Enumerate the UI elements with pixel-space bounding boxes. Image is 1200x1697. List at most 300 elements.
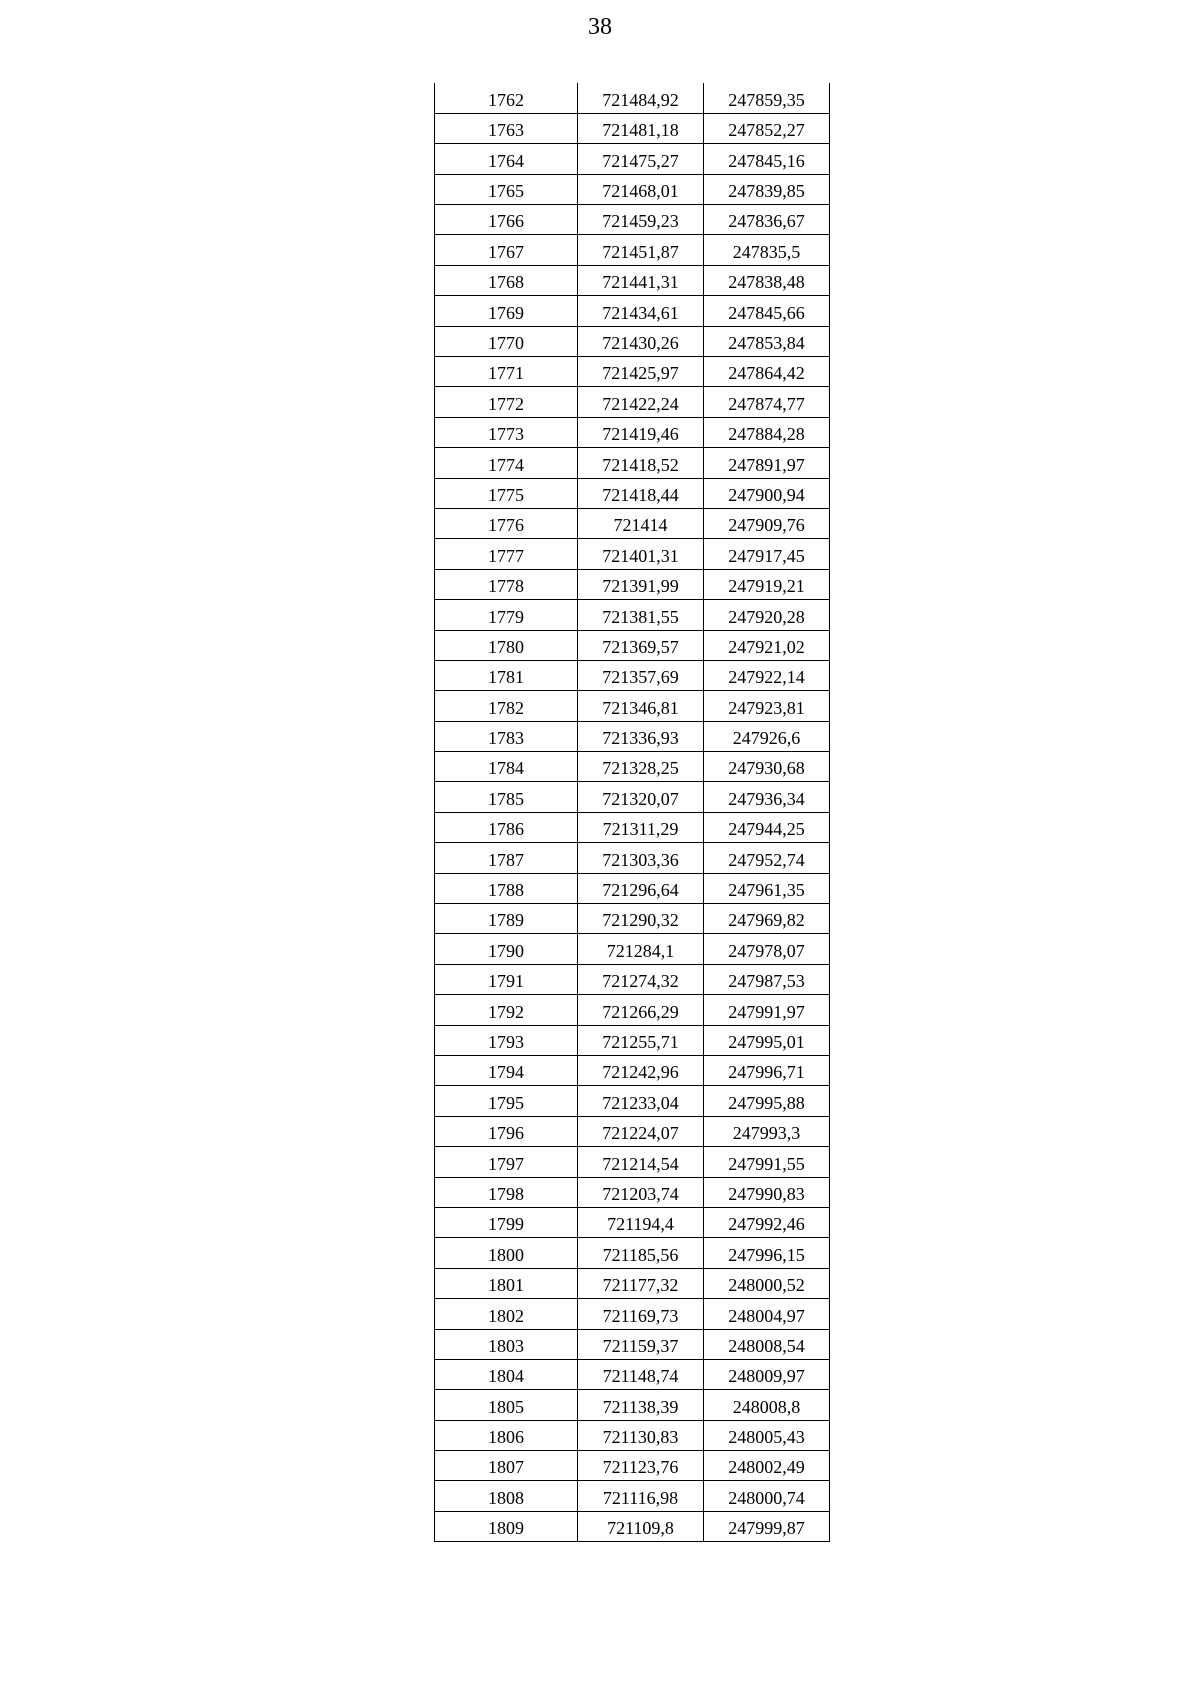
x-coordinate-cell bbox=[578, 1086, 704, 1116]
x-coordinate-cell bbox=[578, 83, 704, 113]
cell-text: 721233,04 bbox=[602, 1092, 679, 1113]
cell-text: 721116,98 bbox=[602, 1487, 679, 1508]
y-coordinate-cell bbox=[704, 1299, 830, 1329]
point-number-cell bbox=[435, 782, 578, 812]
point-number-cell bbox=[435, 326, 578, 356]
y-coordinate-cell bbox=[704, 113, 830, 143]
point-number-cell bbox=[435, 1207, 578, 1237]
cell-text: 247923,81 bbox=[728, 697, 805, 718]
y-coordinate-cell bbox=[704, 873, 830, 903]
y-coordinate-cell bbox=[704, 387, 830, 417]
cell-text: 247996,71 bbox=[728, 1062, 805, 1083]
table-row bbox=[435, 1481, 830, 1511]
table-row bbox=[435, 660, 830, 690]
cell-text: 1806 bbox=[488, 1427, 524, 1448]
cell-text: 721169,73 bbox=[602, 1305, 679, 1326]
cell-text: 1785 bbox=[488, 788, 524, 809]
table-row bbox=[435, 144, 830, 174]
point-number-cell bbox=[435, 357, 578, 387]
cell-text: 247961,35 bbox=[728, 880, 805, 901]
x-coordinate-cell bbox=[578, 1359, 704, 1389]
x-coordinate-cell bbox=[578, 1329, 704, 1359]
table-row bbox=[435, 812, 830, 842]
point-number-cell bbox=[435, 1299, 578, 1329]
y-coordinate-cell bbox=[704, 812, 830, 842]
table-row bbox=[435, 1147, 830, 1177]
y-coordinate-cell bbox=[704, 1238, 830, 1268]
x-coordinate-cell bbox=[578, 660, 704, 690]
y-coordinate-cell bbox=[704, 83, 830, 113]
cell-text: 1791 bbox=[488, 971, 524, 992]
cell-text: 721214,54 bbox=[602, 1153, 679, 1174]
point-number-cell bbox=[435, 904, 578, 934]
table-row bbox=[435, 934, 830, 964]
cell-text: 1778 bbox=[488, 576, 524, 597]
cell-text: 247991,55 bbox=[728, 1153, 805, 1174]
cell-text: 247969,82 bbox=[728, 910, 805, 931]
cell-text: 721419,46 bbox=[602, 424, 679, 445]
y-coordinate-cell bbox=[704, 904, 830, 934]
y-coordinate-cell bbox=[704, 1147, 830, 1177]
point-number-cell bbox=[435, 417, 578, 447]
point-number-cell bbox=[435, 660, 578, 690]
cell-text: 1805 bbox=[488, 1396, 524, 1417]
cell-text: 721224,07 bbox=[602, 1123, 679, 1144]
y-coordinate-cell bbox=[704, 296, 830, 326]
x-coordinate-cell bbox=[578, 691, 704, 721]
cell-text: 1765 bbox=[488, 181, 524, 202]
point-number-cell bbox=[435, 569, 578, 599]
cell-text: 721159,37 bbox=[602, 1335, 679, 1356]
x-coordinate-cell bbox=[578, 113, 704, 143]
cell-text: 721346,81 bbox=[602, 697, 679, 718]
x-coordinate-cell bbox=[578, 144, 704, 174]
table-row bbox=[435, 1390, 830, 1420]
cell-text: 721203,74 bbox=[602, 1183, 679, 1204]
table-row bbox=[435, 1511, 830, 1541]
x-coordinate-cell bbox=[578, 1420, 704, 1450]
cell-text: 1796 bbox=[488, 1123, 524, 1144]
y-coordinate-cell bbox=[704, 1268, 830, 1298]
cell-text: 248004,97 bbox=[728, 1305, 805, 1326]
cell-text: 721274,32 bbox=[602, 971, 679, 992]
cell-text: 248005,43 bbox=[728, 1427, 805, 1448]
cell-text: 721185,56 bbox=[602, 1244, 679, 1265]
page-number: 38 bbox=[588, 14, 612, 40]
cell-text: 248002,49 bbox=[728, 1457, 805, 1478]
point-number-cell bbox=[435, 1177, 578, 1207]
y-coordinate-cell bbox=[704, 1481, 830, 1511]
table-row bbox=[435, 752, 830, 782]
table-row bbox=[435, 1451, 830, 1481]
cell-text: 247995,01 bbox=[728, 1032, 805, 1052]
y-coordinate-cell bbox=[704, 174, 830, 204]
y-coordinate-cell bbox=[704, 600, 830, 630]
y-coordinate-cell bbox=[704, 508, 830, 538]
table-row bbox=[435, 326, 830, 356]
x-coordinate-cell bbox=[578, 1177, 704, 1207]
table-row bbox=[435, 1207, 830, 1237]
cell-text: 1770 bbox=[488, 333, 524, 354]
point-number-cell bbox=[435, 995, 578, 1025]
cell-text: 721468,01 bbox=[602, 181, 679, 202]
cell-text: 721242,96 bbox=[602, 1062, 679, 1083]
cell-text: 721109,8 bbox=[607, 1518, 674, 1539]
cell-text: 1800 bbox=[488, 1244, 524, 1265]
x-coordinate-cell bbox=[578, 964, 704, 994]
cell-text: 247978,07 bbox=[728, 940, 805, 961]
cell-text: 721138,39 bbox=[602, 1396, 679, 1417]
point-number-cell bbox=[435, 1511, 578, 1541]
x-coordinate-cell bbox=[578, 296, 704, 326]
point-number-cell bbox=[435, 113, 578, 143]
y-coordinate-cell bbox=[704, 1420, 830, 1450]
x-coordinate-cell bbox=[578, 600, 704, 630]
cell-text: 247891,97 bbox=[728, 454, 805, 475]
point-number-cell bbox=[435, 1390, 578, 1420]
y-coordinate-cell bbox=[704, 478, 830, 508]
y-coordinate-cell bbox=[704, 205, 830, 235]
y-coordinate-cell bbox=[704, 1207, 830, 1237]
x-coordinate-cell bbox=[578, 478, 704, 508]
point-number-cell bbox=[435, 934, 578, 964]
y-coordinate-cell bbox=[704, 964, 830, 994]
cell-text: 247919,21 bbox=[728, 576, 805, 597]
cell-text: 721425,97 bbox=[602, 363, 679, 384]
cell-text: 721148,74 bbox=[602, 1366, 679, 1387]
x-coordinate-cell bbox=[578, 1451, 704, 1481]
cell-text: 721422,24 bbox=[602, 393, 679, 414]
cell-text: 721414 bbox=[613, 515, 668, 536]
cell-text: 1790 bbox=[488, 940, 524, 961]
cell-text: 1781 bbox=[488, 667, 524, 688]
table-row bbox=[435, 387, 830, 417]
cell-text: 247987,53 bbox=[728, 971, 805, 992]
cell-text: 1786 bbox=[488, 819, 524, 840]
y-coordinate-cell bbox=[704, 691, 830, 721]
point-number-cell bbox=[435, 600, 578, 630]
cell-text: 247936,34 bbox=[728, 788, 805, 809]
cell-text: 721266,29 bbox=[602, 1001, 679, 1022]
x-coordinate-cell bbox=[578, 1147, 704, 1177]
table-row bbox=[435, 1116, 830, 1146]
cell-text: 247900,94 bbox=[728, 484, 805, 505]
cell-text: 1773 bbox=[488, 424, 524, 445]
cell-text: 1762 bbox=[488, 89, 524, 110]
y-coordinate-cell bbox=[704, 1177, 830, 1207]
cell-text: 721320,07 bbox=[602, 788, 679, 809]
table-row bbox=[435, 205, 830, 235]
table-row bbox=[435, 1238, 830, 1268]
x-coordinate-cell bbox=[578, 812, 704, 842]
table-row bbox=[435, 1329, 830, 1359]
y-coordinate-cell bbox=[704, 843, 830, 873]
point-number-cell bbox=[435, 235, 578, 265]
cell-text: 721194,4 bbox=[607, 1214, 674, 1235]
point-number-cell bbox=[435, 1451, 578, 1481]
cell-text: 248008,8 bbox=[732, 1396, 801, 1417]
x-coordinate-cell bbox=[578, 1207, 704, 1237]
cell-text: 1807 bbox=[488, 1457, 524, 1478]
point-number-cell bbox=[435, 630, 578, 660]
x-coordinate-cell bbox=[578, 752, 704, 782]
point-number-cell bbox=[435, 539, 578, 569]
y-coordinate-cell bbox=[704, 569, 830, 599]
y-coordinate-cell bbox=[704, 1511, 830, 1541]
table-row bbox=[435, 691, 830, 721]
table-row bbox=[435, 600, 830, 630]
x-coordinate-cell bbox=[578, 569, 704, 599]
point-number-cell bbox=[435, 873, 578, 903]
table-row bbox=[435, 843, 830, 873]
table-row bbox=[435, 1177, 830, 1207]
cell-text: 247920,28 bbox=[728, 606, 805, 627]
y-coordinate-cell bbox=[704, 934, 830, 964]
y-coordinate-cell bbox=[704, 1329, 830, 1359]
cell-text: 721369,57 bbox=[602, 636, 679, 657]
x-coordinate-cell bbox=[578, 448, 704, 478]
x-coordinate-cell bbox=[578, 1056, 704, 1086]
cell-text: 1782 bbox=[488, 697, 524, 718]
table-row bbox=[435, 1086, 830, 1116]
table-row bbox=[435, 904, 830, 934]
x-coordinate-cell bbox=[578, 1481, 704, 1511]
cell-text: 1775 bbox=[488, 484, 524, 505]
x-coordinate-cell bbox=[578, 326, 704, 356]
x-coordinate-cell bbox=[578, 539, 704, 569]
point-number-cell bbox=[435, 387, 578, 417]
y-coordinate-cell bbox=[704, 1451, 830, 1481]
table-row bbox=[435, 873, 830, 903]
cell-text: 247845,66 bbox=[728, 302, 805, 323]
x-coordinate-cell bbox=[578, 934, 704, 964]
cell-text: 247836,67 bbox=[728, 211, 805, 232]
point-number-cell bbox=[435, 964, 578, 994]
point-number-cell bbox=[435, 1481, 578, 1511]
cell-text: 721391,99 bbox=[602, 576, 679, 597]
y-coordinate-cell bbox=[704, 752, 830, 782]
cell-text: 1809 bbox=[488, 1518, 524, 1539]
cell-text: 721418,44 bbox=[602, 484, 679, 505]
cell-text: 1771 bbox=[488, 363, 524, 384]
table-row bbox=[435, 1299, 830, 1329]
y-coordinate-cell bbox=[704, 1056, 830, 1086]
cell-text: 247909,76 bbox=[728, 515, 805, 536]
table-row bbox=[435, 508, 830, 538]
point-number-cell bbox=[435, 843, 578, 873]
cell-text: 247996,15 bbox=[728, 1244, 805, 1265]
cell-text: 721311,29 bbox=[602, 819, 679, 840]
cell-text: 1772 bbox=[488, 393, 524, 414]
x-coordinate-cell bbox=[578, 721, 704, 751]
cell-text: 1779 bbox=[488, 606, 524, 627]
point-number-cell bbox=[435, 691, 578, 721]
x-coordinate-cell bbox=[578, 1390, 704, 1420]
table-row bbox=[435, 478, 830, 508]
y-coordinate-cell bbox=[704, 1086, 830, 1116]
table-row bbox=[435, 357, 830, 387]
cell-text: 248000,52 bbox=[728, 1275, 805, 1296]
cell-text: 1783 bbox=[488, 728, 524, 749]
cell-text: 1767 bbox=[488, 241, 524, 262]
cell-text: 1788 bbox=[488, 880, 524, 901]
point-number-cell bbox=[435, 265, 578, 295]
cell-text: 1769 bbox=[488, 302, 524, 323]
cell-text: 721484,92 bbox=[602, 89, 679, 110]
point-number-cell bbox=[435, 508, 578, 538]
table-row bbox=[435, 995, 830, 1025]
cell-text: 247864,42 bbox=[728, 363, 805, 384]
y-coordinate-cell bbox=[704, 1116, 830, 1146]
point-number-cell bbox=[435, 1268, 578, 1298]
cell-text: 1803 bbox=[488, 1335, 524, 1356]
x-coordinate-cell bbox=[578, 387, 704, 417]
cell-text: 721290,32 bbox=[602, 910, 679, 931]
table-row bbox=[435, 782, 830, 812]
point-number-cell bbox=[435, 174, 578, 204]
table-row bbox=[435, 539, 830, 569]
cell-text: 247926,6 bbox=[732, 728, 801, 749]
cell-text: 721459,23 bbox=[602, 211, 679, 232]
cell-text: 1768 bbox=[488, 272, 524, 293]
point-number-cell bbox=[435, 448, 578, 478]
cell-text: 247917,45 bbox=[728, 545, 805, 566]
cell-text: 1777 bbox=[488, 545, 524, 566]
x-coordinate-cell bbox=[578, 1268, 704, 1298]
point-number-cell bbox=[435, 1086, 578, 1116]
point-number-cell bbox=[435, 296, 578, 326]
x-coordinate-cell bbox=[578, 873, 704, 903]
point-number-cell bbox=[435, 1025, 578, 1055]
cell-text: 247845,16 bbox=[728, 150, 805, 171]
y-coordinate-cell bbox=[704, 721, 830, 751]
cell-text: 1792 bbox=[488, 1001, 524, 1022]
cell-text: 248008,54 bbox=[728, 1335, 805, 1356]
cell-text: 1784 bbox=[488, 758, 524, 779]
x-coordinate-cell bbox=[578, 782, 704, 812]
cell-text: 247835,5 bbox=[732, 241, 801, 262]
cell-text: 247944,25 bbox=[728, 819, 805, 840]
x-coordinate-cell bbox=[578, 508, 704, 538]
cell-text: 247993,3 bbox=[732, 1123, 801, 1144]
y-coordinate-cell bbox=[704, 1359, 830, 1389]
cell-text: 247838,48 bbox=[728, 272, 805, 293]
point-number-cell bbox=[435, 1147, 578, 1177]
y-coordinate-cell bbox=[704, 417, 830, 447]
x-coordinate-cell bbox=[578, 995, 704, 1025]
x-coordinate-cell bbox=[578, 235, 704, 265]
cell-text: 721123,76 bbox=[602, 1457, 679, 1478]
cell-text: 1795 bbox=[488, 1092, 524, 1113]
coordinates-table-body bbox=[435, 83, 830, 1542]
cell-text: 1776 bbox=[488, 515, 524, 536]
cell-text: 1780 bbox=[488, 636, 524, 657]
x-coordinate-cell bbox=[578, 630, 704, 660]
cell-text: 721255,71 bbox=[602, 1032, 679, 1052]
x-coordinate-cell bbox=[578, 205, 704, 235]
cell-text: 1774 bbox=[488, 454, 524, 475]
y-coordinate-cell bbox=[704, 265, 830, 295]
cell-text: 1797 bbox=[488, 1153, 524, 1174]
cell-text: 721336,93 bbox=[602, 728, 679, 749]
cell-text: 1794 bbox=[488, 1062, 524, 1083]
y-coordinate-cell bbox=[704, 448, 830, 478]
x-coordinate-cell bbox=[578, 174, 704, 204]
x-coordinate-cell bbox=[578, 1238, 704, 1268]
point-number-cell bbox=[435, 812, 578, 842]
cell-text: 721284,1 bbox=[606, 940, 675, 961]
table-row bbox=[435, 964, 830, 994]
table-row bbox=[435, 1420, 830, 1450]
cell-text: 247930,68 bbox=[728, 758, 805, 779]
cell-text: 1801 bbox=[488, 1275, 524, 1296]
x-coordinate-cell bbox=[578, 1025, 704, 1055]
point-number-cell bbox=[435, 721, 578, 751]
cell-text: 247995,88 bbox=[728, 1092, 805, 1113]
cell-text: 247884,28 bbox=[728, 424, 805, 445]
cell-text: 721434,61 bbox=[602, 302, 679, 323]
y-coordinate-cell bbox=[704, 630, 830, 660]
cell-text: 1764 bbox=[488, 150, 524, 171]
cell-text: 1799 bbox=[488, 1214, 524, 1235]
y-coordinate-cell bbox=[704, 539, 830, 569]
cell-text: 1808 bbox=[488, 1487, 524, 1508]
cell-text: 721328,25 bbox=[602, 758, 679, 779]
table-row bbox=[435, 83, 830, 113]
y-coordinate-cell bbox=[704, 235, 830, 265]
cell-text: 721475,27 bbox=[602, 150, 679, 171]
y-coordinate-cell bbox=[704, 357, 830, 387]
coordinates-table bbox=[434, 83, 830, 1542]
cell-text: 248009,97 bbox=[728, 1366, 805, 1387]
table-row bbox=[435, 1025, 830, 1055]
table-row bbox=[435, 630, 830, 660]
cell-text: 247990,83 bbox=[728, 1183, 805, 1204]
cell-text: 1787 bbox=[488, 849, 524, 870]
cell-text: 1763 bbox=[488, 120, 524, 141]
cell-text: 247992,46 bbox=[728, 1214, 805, 1235]
point-number-cell bbox=[435, 1238, 578, 1268]
cell-text: 247999,87 bbox=[728, 1518, 805, 1539]
point-number-cell bbox=[435, 1420, 578, 1450]
cell-text: 721296,64 bbox=[602, 880, 679, 901]
table-row bbox=[435, 113, 830, 143]
table-row bbox=[435, 296, 830, 326]
point-number-cell bbox=[435, 752, 578, 782]
point-number-cell bbox=[435, 1329, 578, 1359]
table-row bbox=[435, 265, 830, 295]
y-coordinate-cell bbox=[704, 995, 830, 1025]
y-coordinate-cell bbox=[704, 782, 830, 812]
cell-text: 721401,31 bbox=[602, 545, 679, 566]
table-row bbox=[435, 1359, 830, 1389]
cell-text: 247853,84 bbox=[728, 333, 805, 354]
cell-text: 1802 bbox=[488, 1305, 524, 1326]
cell-text: 721430,26 bbox=[602, 333, 679, 354]
cell-text: 247921,02 bbox=[728, 636, 805, 657]
x-coordinate-cell bbox=[578, 1511, 704, 1541]
y-coordinate-cell bbox=[704, 144, 830, 174]
point-number-cell bbox=[435, 478, 578, 508]
x-coordinate-cell bbox=[578, 843, 704, 873]
point-number-cell bbox=[435, 1116, 578, 1146]
x-coordinate-cell bbox=[578, 1116, 704, 1146]
cell-text: 247922,14 bbox=[728, 667, 805, 688]
cell-text: 721418,52 bbox=[602, 454, 679, 475]
cell-text: 721357,69 bbox=[602, 667, 679, 688]
x-coordinate-cell bbox=[578, 417, 704, 447]
cell-text: 247859,35 bbox=[728, 89, 805, 110]
